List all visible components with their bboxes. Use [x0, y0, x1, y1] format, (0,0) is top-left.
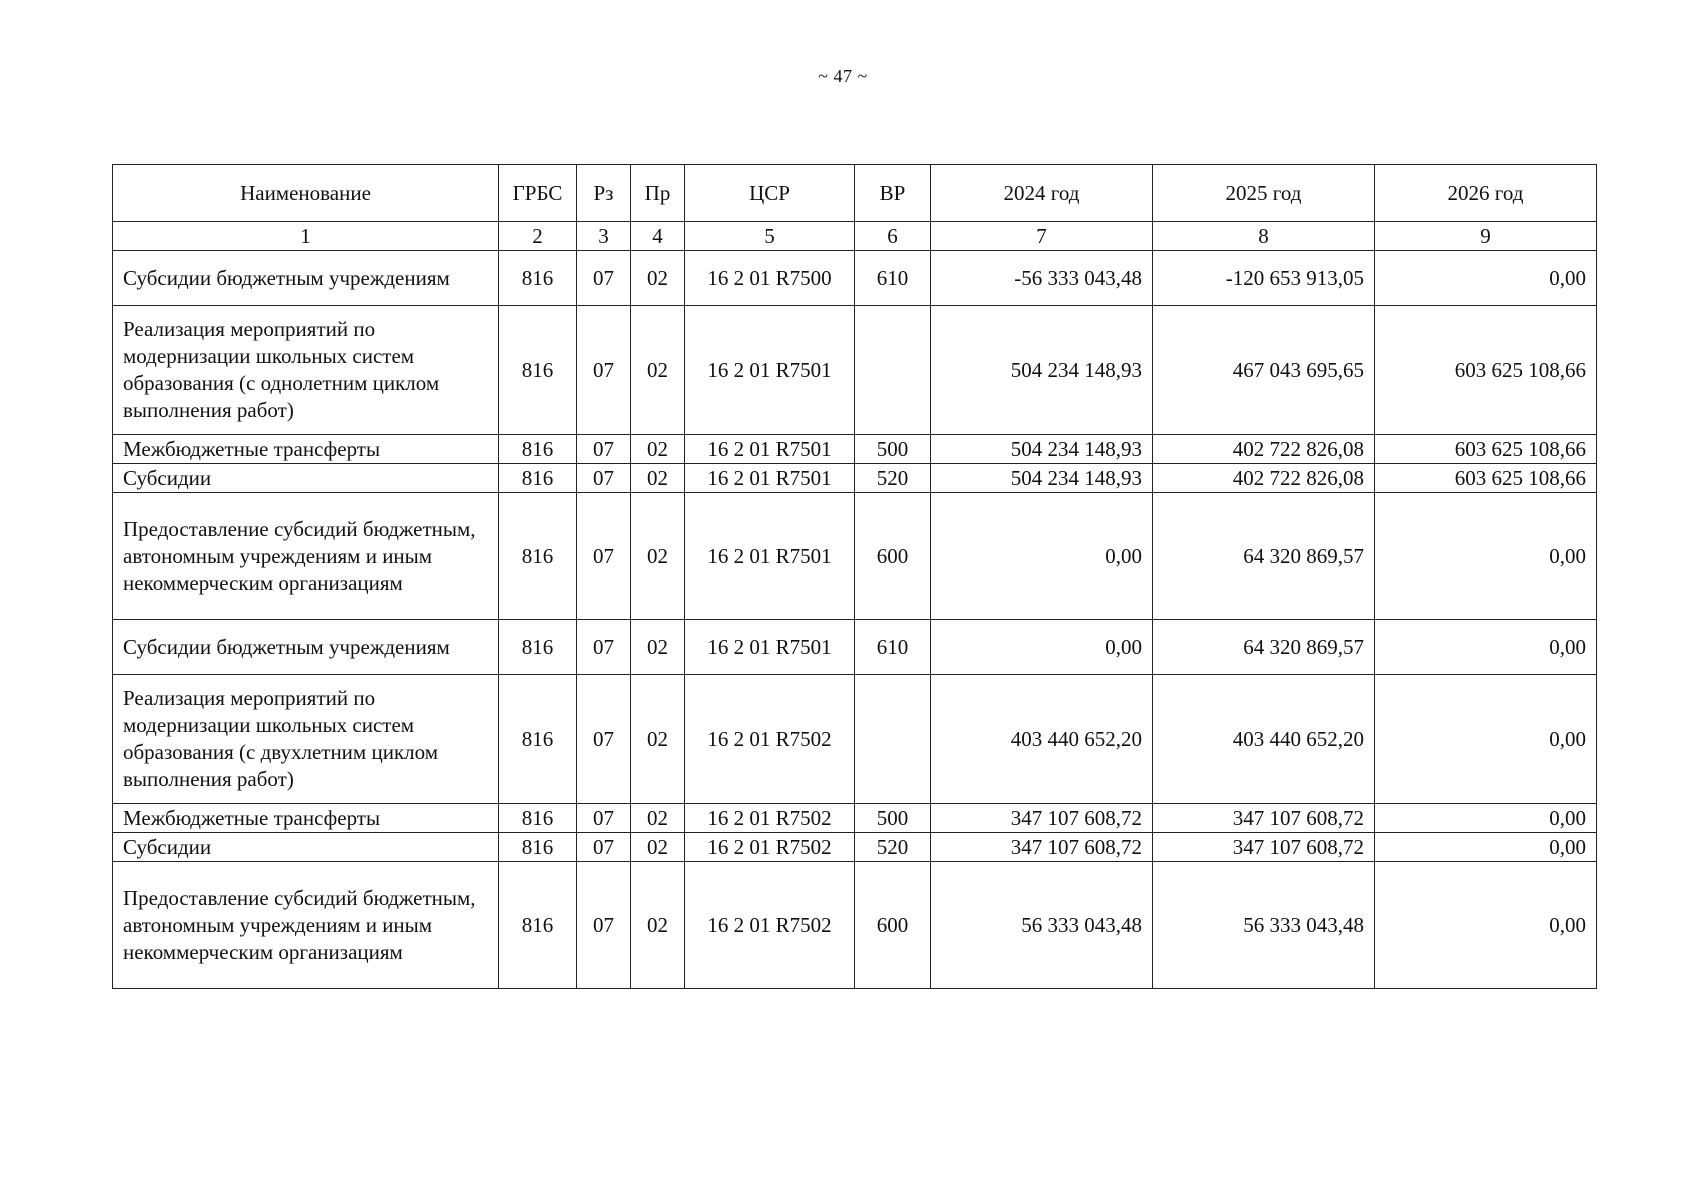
row-pr: 02 — [631, 804, 685, 833]
row-2024: 347 107 608,72 — [931, 804, 1153, 833]
header-rz: Рз — [577, 165, 631, 222]
row-2026: 0,00 — [1375, 862, 1597, 989]
row-pr: 02 — [631, 464, 685, 493]
header-pr: Пр — [631, 165, 685, 222]
table-row — [113, 804, 1597, 833]
row-csr: 16 2 01 R7501 — [685, 464, 855, 493]
row-2025: 467 043 695,65 — [1153, 306, 1375, 435]
row-pr: 02 — [631, 306, 685, 435]
row-name: Реализация мероприятий по модернизации школьных систем образования (с однолетним циклом выполнения работ) — [113, 306, 499, 435]
row-vr: 520 — [855, 833, 931, 862]
row-grbs: 816 — [499, 306, 577, 435]
row-name: Межбюджетные трансферты — [113, 435, 499, 464]
row-pr: 02 — [631, 493, 685, 620]
row-vr: 610 — [855, 251, 931, 306]
row-2026: 603 625 108,66 — [1375, 435, 1597, 464]
header-2025: 2025 год — [1153, 165, 1375, 222]
column-number: 2 — [499, 222, 577, 251]
budget-table — [112, 164, 1597, 989]
row-pr: 02 — [631, 862, 685, 989]
table-row — [113, 493, 1597, 620]
row-vr: 600 — [855, 862, 931, 989]
row-pr: 02 — [631, 675, 685, 804]
table-row — [113, 464, 1597, 493]
column-number: 4 — [631, 222, 685, 251]
row-2024: 56 333 043,48 — [931, 862, 1153, 989]
row-2025: 347 107 608,72 — [1153, 804, 1375, 833]
row-2026: 0,00 — [1375, 251, 1597, 306]
row-pr: 02 — [631, 435, 685, 464]
row-2026: 0,00 — [1375, 620, 1597, 675]
column-number: 1 — [113, 222, 499, 251]
row-name: Субсидии — [113, 833, 499, 862]
row-csr: 16 2 01 R7500 — [685, 251, 855, 306]
row-name: Субсидии бюджетным учреждениям — [113, 620, 499, 675]
row-csr: 16 2 01 R7502 — [685, 804, 855, 833]
row-csr: 16 2 01 R7502 — [685, 862, 855, 989]
header-2026: 2026 год — [1375, 165, 1597, 222]
header-name: Наименование — [113, 165, 499, 222]
row-vr — [855, 306, 931, 435]
table-row — [113, 833, 1597, 862]
column-number: 8 — [1153, 222, 1375, 251]
row-vr — [855, 675, 931, 804]
row-vr: 520 — [855, 464, 931, 493]
row-2025: 64 320 869,57 — [1153, 493, 1375, 620]
row-2024: 504 234 148,93 — [931, 464, 1153, 493]
row-rz: 07 — [577, 862, 631, 989]
row-grbs: 816 — [499, 862, 577, 989]
row-vr: 600 — [855, 493, 931, 620]
row-name: Предоставление субсидий бюджетным, автономным учреждениям и иным некоммерческим организациям — [113, 862, 499, 989]
row-name: Субсидии бюджетным учреждениям — [113, 251, 499, 306]
row-csr: 16 2 01 R7501 — [685, 620, 855, 675]
row-grbs: 816 — [499, 675, 577, 804]
row-rz: 07 — [577, 435, 631, 464]
row-rz: 07 — [577, 675, 631, 804]
row-2026: 603 625 108,66 — [1375, 306, 1597, 435]
table-row — [113, 306, 1597, 435]
row-2026: 0,00 — [1375, 833, 1597, 862]
row-name: Реализация мероприятий по модернизации школьных систем образования (с двухлетним циклом выполнения работ) — [113, 675, 499, 804]
row-2026: 603 625 108,66 — [1375, 464, 1597, 493]
row-vr: 500 — [855, 435, 931, 464]
column-number: 7 — [931, 222, 1153, 251]
column-number: 9 — [1375, 222, 1597, 251]
row-csr: 16 2 01 R7502 — [685, 833, 855, 862]
row-name: Межбюджетные трансферты — [113, 804, 499, 833]
row-grbs: 816 — [499, 493, 577, 620]
row-vr: 500 — [855, 804, 931, 833]
row-pr: 02 — [631, 620, 685, 675]
row-grbs: 816 — [499, 251, 577, 306]
table-row — [113, 862, 1597, 989]
row-pr: 02 — [631, 251, 685, 306]
row-pr: 02 — [631, 833, 685, 862]
row-name: Субсидии — [113, 464, 499, 493]
table-row — [113, 435, 1597, 464]
row-rz: 07 — [577, 306, 631, 435]
row-2025: -120 653 913,05 — [1153, 251, 1375, 306]
page-number: ~ 47 ~ — [818, 66, 868, 86]
row-csr: 16 2 01 R7501 — [685, 493, 855, 620]
row-2025: 347 107 608,72 — [1153, 833, 1375, 862]
row-2025: 403 440 652,20 — [1153, 675, 1375, 804]
column-number: 5 — [685, 222, 855, 251]
row-grbs: 816 — [499, 804, 577, 833]
row-rz: 07 — [577, 251, 631, 306]
row-grbs: 816 — [499, 435, 577, 464]
row-rz: 07 — [577, 804, 631, 833]
row-grbs: 816 — [499, 620, 577, 675]
header-csr: ЦСР — [685, 165, 855, 222]
row-2024: 403 440 652,20 — [931, 675, 1153, 804]
row-2026: 0,00 — [1375, 675, 1597, 804]
row-rz: 07 — [577, 620, 631, 675]
row-2024: 0,00 — [931, 493, 1153, 620]
table-row — [113, 251, 1597, 306]
row-grbs: 816 — [499, 464, 577, 493]
row-2024: 0,00 — [931, 620, 1153, 675]
row-rz: 07 — [577, 493, 631, 620]
header-vr: ВР — [855, 165, 931, 222]
row-csr: 16 2 01 R7502 — [685, 675, 855, 804]
header-grbs: ГРБС — [499, 165, 577, 222]
row-2024: 504 234 148,93 — [931, 306, 1153, 435]
header-2024: 2024 год — [931, 165, 1153, 222]
row-2025: 402 722 826,08 — [1153, 435, 1375, 464]
row-2026: 0,00 — [1375, 804, 1597, 833]
row-2025: 56 333 043,48 — [1153, 862, 1375, 989]
row-name: Предоставление субсидий бюджетным, автономным учреждениям и иным некоммерческим организациям — [113, 493, 499, 620]
row-csr: 16 2 01 R7501 — [685, 306, 855, 435]
header-row — [113, 165, 1597, 222]
column-number-row — [113, 222, 1597, 251]
row-2025: 402 722 826,08 — [1153, 464, 1375, 493]
row-2025: 64 320 869,57 — [1153, 620, 1375, 675]
table-row — [113, 620, 1597, 675]
row-csr: 16 2 01 R7501 — [685, 435, 855, 464]
row-2024: -56 333 043,48 — [931, 251, 1153, 306]
row-2024: 504 234 148,93 — [931, 435, 1153, 464]
row-rz: 07 — [577, 833, 631, 862]
row-vr: 610 — [855, 620, 931, 675]
row-2026: 0,00 — [1375, 493, 1597, 620]
row-grbs: 816 — [499, 833, 577, 862]
row-rz: 07 — [577, 464, 631, 493]
column-number: 6 — [855, 222, 931, 251]
column-number: 3 — [577, 222, 631, 251]
table-row — [113, 675, 1597, 804]
row-2024: 347 107 608,72 — [931, 833, 1153, 862]
